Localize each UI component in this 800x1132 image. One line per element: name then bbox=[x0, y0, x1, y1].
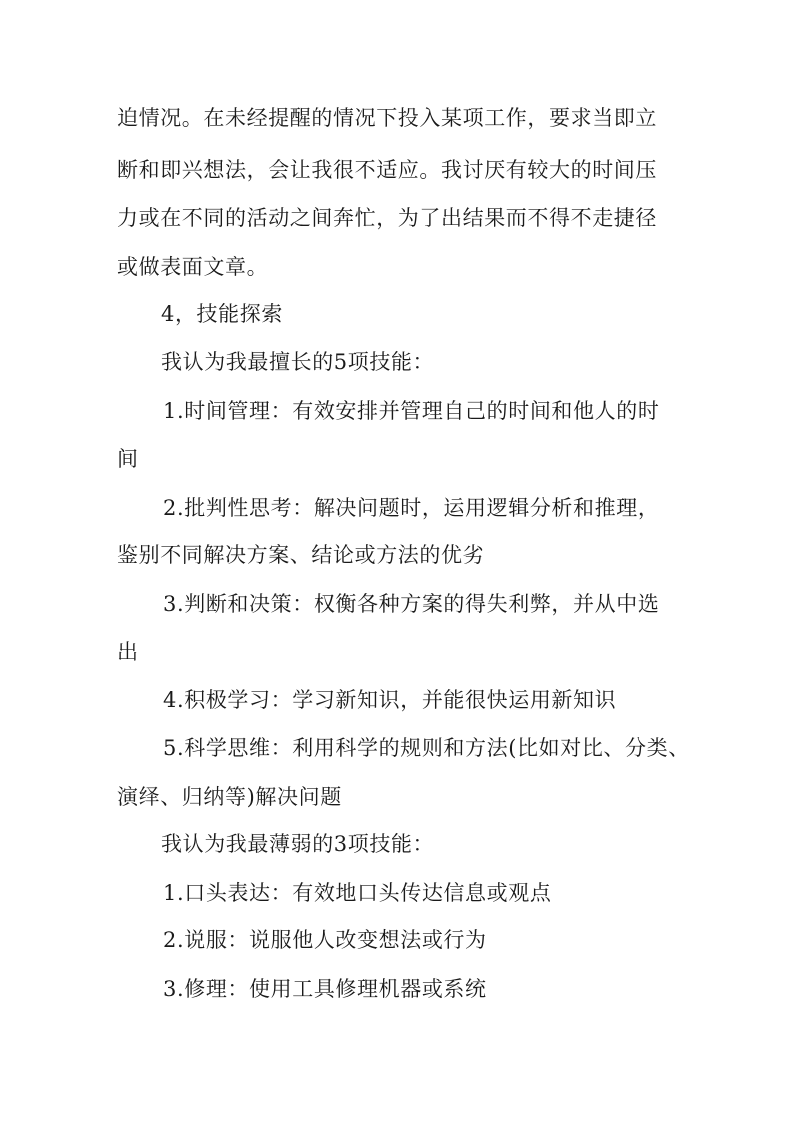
strength-item-2-cont: 鉴别不同解决方案、结论或方法的优劣 bbox=[117, 543, 485, 567]
weakness-item-2: 2.说服：说服他人改变想法或行为 bbox=[163, 928, 487, 952]
weaknesses-intro: 我认为我最薄弱的3项技能： bbox=[161, 832, 435, 856]
strength-item-1: 1.时间管理：有效安排并管理自己的时间和他人的时 bbox=[163, 399, 660, 423]
strength-item-3-cont: 出 bbox=[117, 640, 139, 664]
paragraph-line: 或做表面文章。 bbox=[117, 255, 269, 279]
strength-item-1-cont: 间 bbox=[117, 447, 139, 471]
strengths-intro: 我认为我最擅长的5项技能： bbox=[161, 350, 435, 374]
section-heading: 4，技能探索 bbox=[161, 302, 283, 326]
strength-item-3: 3.判断和决策：权衡各种方案的得失利弊，并从中选 bbox=[163, 592, 660, 616]
strength-item-5-cont: 演绎、归纳等)解决问题 bbox=[117, 785, 342, 809]
strength-item-4: 4.积极学习：学习新知识，并能很快运用新知识 bbox=[163, 688, 617, 712]
weakness-item-3: 3.修理：使用工具修理机器或系统 bbox=[163, 977, 487, 1001]
paragraph-line: 力或在不同的活动之间奔忙，为了出结果而不得不走捷径 bbox=[117, 206, 657, 230]
strength-item-2: 2.批判性思考：解决问题时，运用逻辑分析和推理， bbox=[163, 496, 660, 520]
paragraph-line: 迫情况。在未经提醒的情况下投入某项工作，要求当即立 bbox=[117, 106, 657, 130]
weakness-item-1: 1.口头表达：有效地口头传达信息或观点 bbox=[163, 881, 552, 905]
paragraph-line: 断和即兴想法，会让我很不适应。我讨厌有较大的时间压 bbox=[117, 158, 657, 182]
strength-item-5: 5.科学思维：利用科学的规则和方法(比如对比、分类、 bbox=[163, 736, 690, 760]
